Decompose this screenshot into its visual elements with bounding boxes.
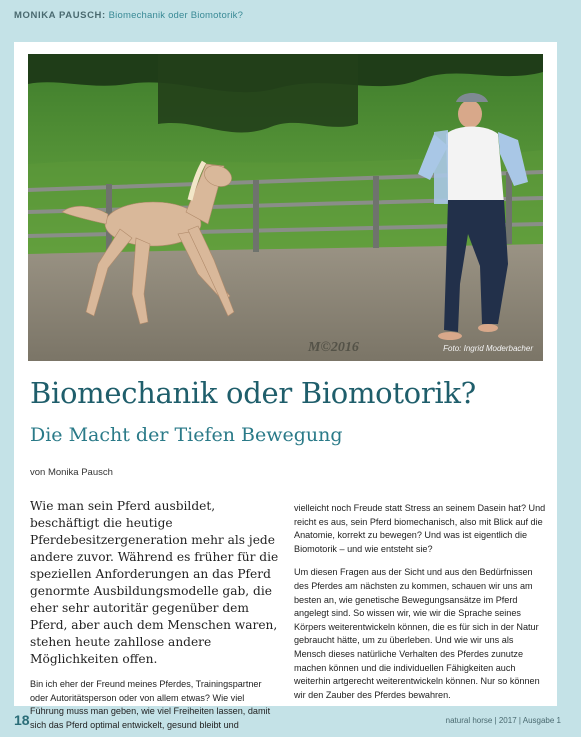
body-paragraph-right-2: Um diesen Fragen aus der Sicht und aus den Bedürfnissen des Pferdes am nächsten zu kommen, schauen wir uns am besten an, wie genetische Bewegungsansätze im Pferd angelegt sind. So wissen wir, wie wir die Sprache seines Körpers weiterentwickeln können, die es für sich in der Natur gebraucht hätte, um zu überleben. Und wie wir uns als Mensch dieses natürliche Verhalten des Pferdes zunutze machen können und die individuellen Fähigkeiten auch weiterhin artgerecht weiterentwickeln können. Nur so können wir den Zauber des Pferdes bewahren. — [294, 567, 540, 700]
column-left — [30, 498, 280, 732]
article-lead: Wie man sein Pferd ausbildet, beschäftigt die heutige Pferdebesitzergeneration mehr als jede andere zuvor. Während es früher für die speziellen Anforderungen an das Pferd genormte Ausbildungsmodelle gab, die eher sehr autoritär gegenüber dem Pferd, aber auch dem Menschen waren, stehen heute zahllose andere Möglichkeiten offen. — [30, 499, 279, 666]
photo-credit: Foto: Ingrid Moderbacher — [443, 344, 533, 353]
running-head — [14, 10, 243, 21]
publication-info: natural horse | 2017 | Ausgabe 1 — [445, 716, 561, 725]
body-paragraph-right-1: vielleicht noch Freude statt Stress an seinem Dasein hat? Und reicht es aus, sein Pferd biomechanisch, also mit Blick auf die Anatomie, korrekt zu bewegen? Und was ist eigentlich die Biomotorik – und wie entsteht sie? — [294, 503, 546, 554]
running-head-title: Biomechanik oder Biomotorik? — [108, 10, 244, 21]
body-paragraph-left: Bin ich eher der Freund meines Pferdes, Trainingspartner oder Autoritätsperson oder von allem etwas? Wie viel Führung muss man geben, wie viel Freiheiten lassen, damit sich das Pferd optimal entwickelt, gesund bleibt und — [30, 679, 271, 730]
photo-illustration — [28, 54, 543, 361]
column-right — [294, 502, 546, 702]
article-photo — [28, 54, 543, 361]
article-headline: Biomechanik oder Biomotorik? — [30, 376, 476, 410]
article-byline: von Monika Pausch — [30, 467, 113, 478]
running-head-author: MONIKA PAUSCH: — [14, 10, 106, 21]
page-number: 18 — [14, 712, 30, 728]
photo-watermark: M©2016 — [308, 340, 359, 355]
article-subheadline: Die Macht der Tiefen Bewegung — [30, 424, 343, 446]
